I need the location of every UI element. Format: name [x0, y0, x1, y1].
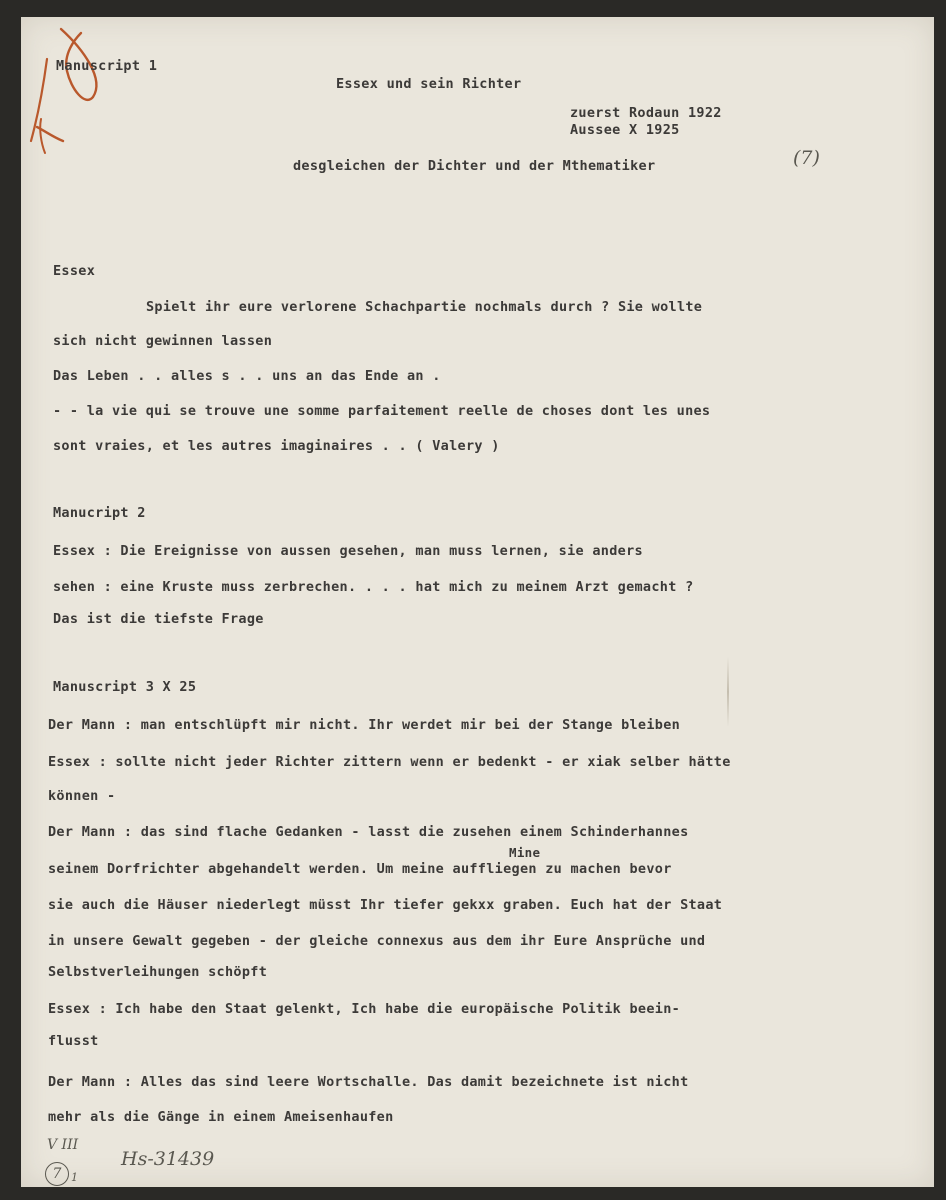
- date-line-2: Aussee X 1925: [570, 122, 680, 138]
- section1-line: Spielt ihr eure verlorene Schachpartie nochmals durch ? Sie wollte: [146, 299, 703, 315]
- section1-line: sich nicht gewinnen lassen: [53, 333, 273, 349]
- section3-line: in unsere Gewalt gegeben - der gleiche connexus aus dem ihr Eure Ansprüche und: [48, 933, 706, 949]
- section3-line: mehr als die Gänge in einem Ameisenhaufen: [48, 1109, 394, 1125]
- section3-line: können -: [48, 788, 116, 804]
- shelf-mark: Hs-31439: [121, 1148, 215, 1170]
- section2-heading: Manucript 2: [53, 505, 146, 521]
- section3-line: sie auch die Häuser niederlegt müsst Ihr tiefer gekxx graben. Euch hat der Staat: [48, 897, 723, 913]
- section1-line: - - la vie qui se trouve une somme parfaitement reelle de choses dont les unes: [53, 403, 711, 419]
- document-title: Essex und sein Richter: [336, 76, 522, 92]
- document-page: [21, 17, 934, 1187]
- section1-speaker: Essex: [53, 263, 96, 279]
- folio-number-circled: 7: [45, 1162, 69, 1186]
- section1-line: Das Leben . . alles s . . uns an das Ende an .: [53, 368, 441, 384]
- section2-line: Essex : Die Ereignisse von aussen gesehen, man muss lernen, sie anders: [53, 543, 643, 559]
- date-line-1: zuerst Rodaun 1922: [570, 105, 722, 121]
- section3-heading: Manuscript 3 X 25: [53, 679, 197, 695]
- section2-line: sehen : eine Kruste muss zerbrechen. . . . hat mich zu meinem Arzt gemacht ?: [53, 579, 694, 595]
- section1-line: sont vraies, et les autres imaginaires . . ( Valery ): [53, 438, 500, 454]
- paper-crease: [727, 657, 729, 727]
- folio-numeral: V III: [47, 1137, 79, 1153]
- interlinear-insert: Mine: [509, 845, 541, 860]
- manuscript-label: Manuscript 1: [56, 58, 158, 74]
- section3-line: Der Mann : Alles das sind leere Wortschalle. Das damit bezeichnete ist nicht: [48, 1074, 689, 1090]
- section3-line: Essex : sollte nicht jeder Richter zittern wenn er bedenkt - er xiak selber hätte: [48, 754, 731, 770]
- section3-line: Essex : Ich habe den Staat gelenkt, Ich habe die europäische Politik beein-: [48, 1001, 681, 1017]
- section3-line: seinem Dorfrichter abgehandelt werden. Um meine auffliegen zu machen bevor: [48, 861, 672, 877]
- folio-sub: 1: [71, 1171, 78, 1184]
- document-subtitle: desgleichen der Dichter und der Mthematiker: [293, 158, 656, 174]
- section2-line: Das ist die tiefste Frage: [53, 611, 264, 627]
- section3-line: Selbstverleihungen schöpft: [48, 964, 268, 980]
- section3-line: Der Mann : man entschlüpft mir nicht. Ihr werdet mir bei der Stange bleiben: [48, 717, 681, 733]
- page-number-handwritten: (7): [793, 147, 820, 169]
- red-pencil-mark: [23, 19, 113, 169]
- section3-line: flusst: [48, 1033, 99, 1049]
- section3-line: Der Mann : das sind flache Gedanken - lasst die zusehen einem Schinderhannes: [48, 824, 689, 840]
